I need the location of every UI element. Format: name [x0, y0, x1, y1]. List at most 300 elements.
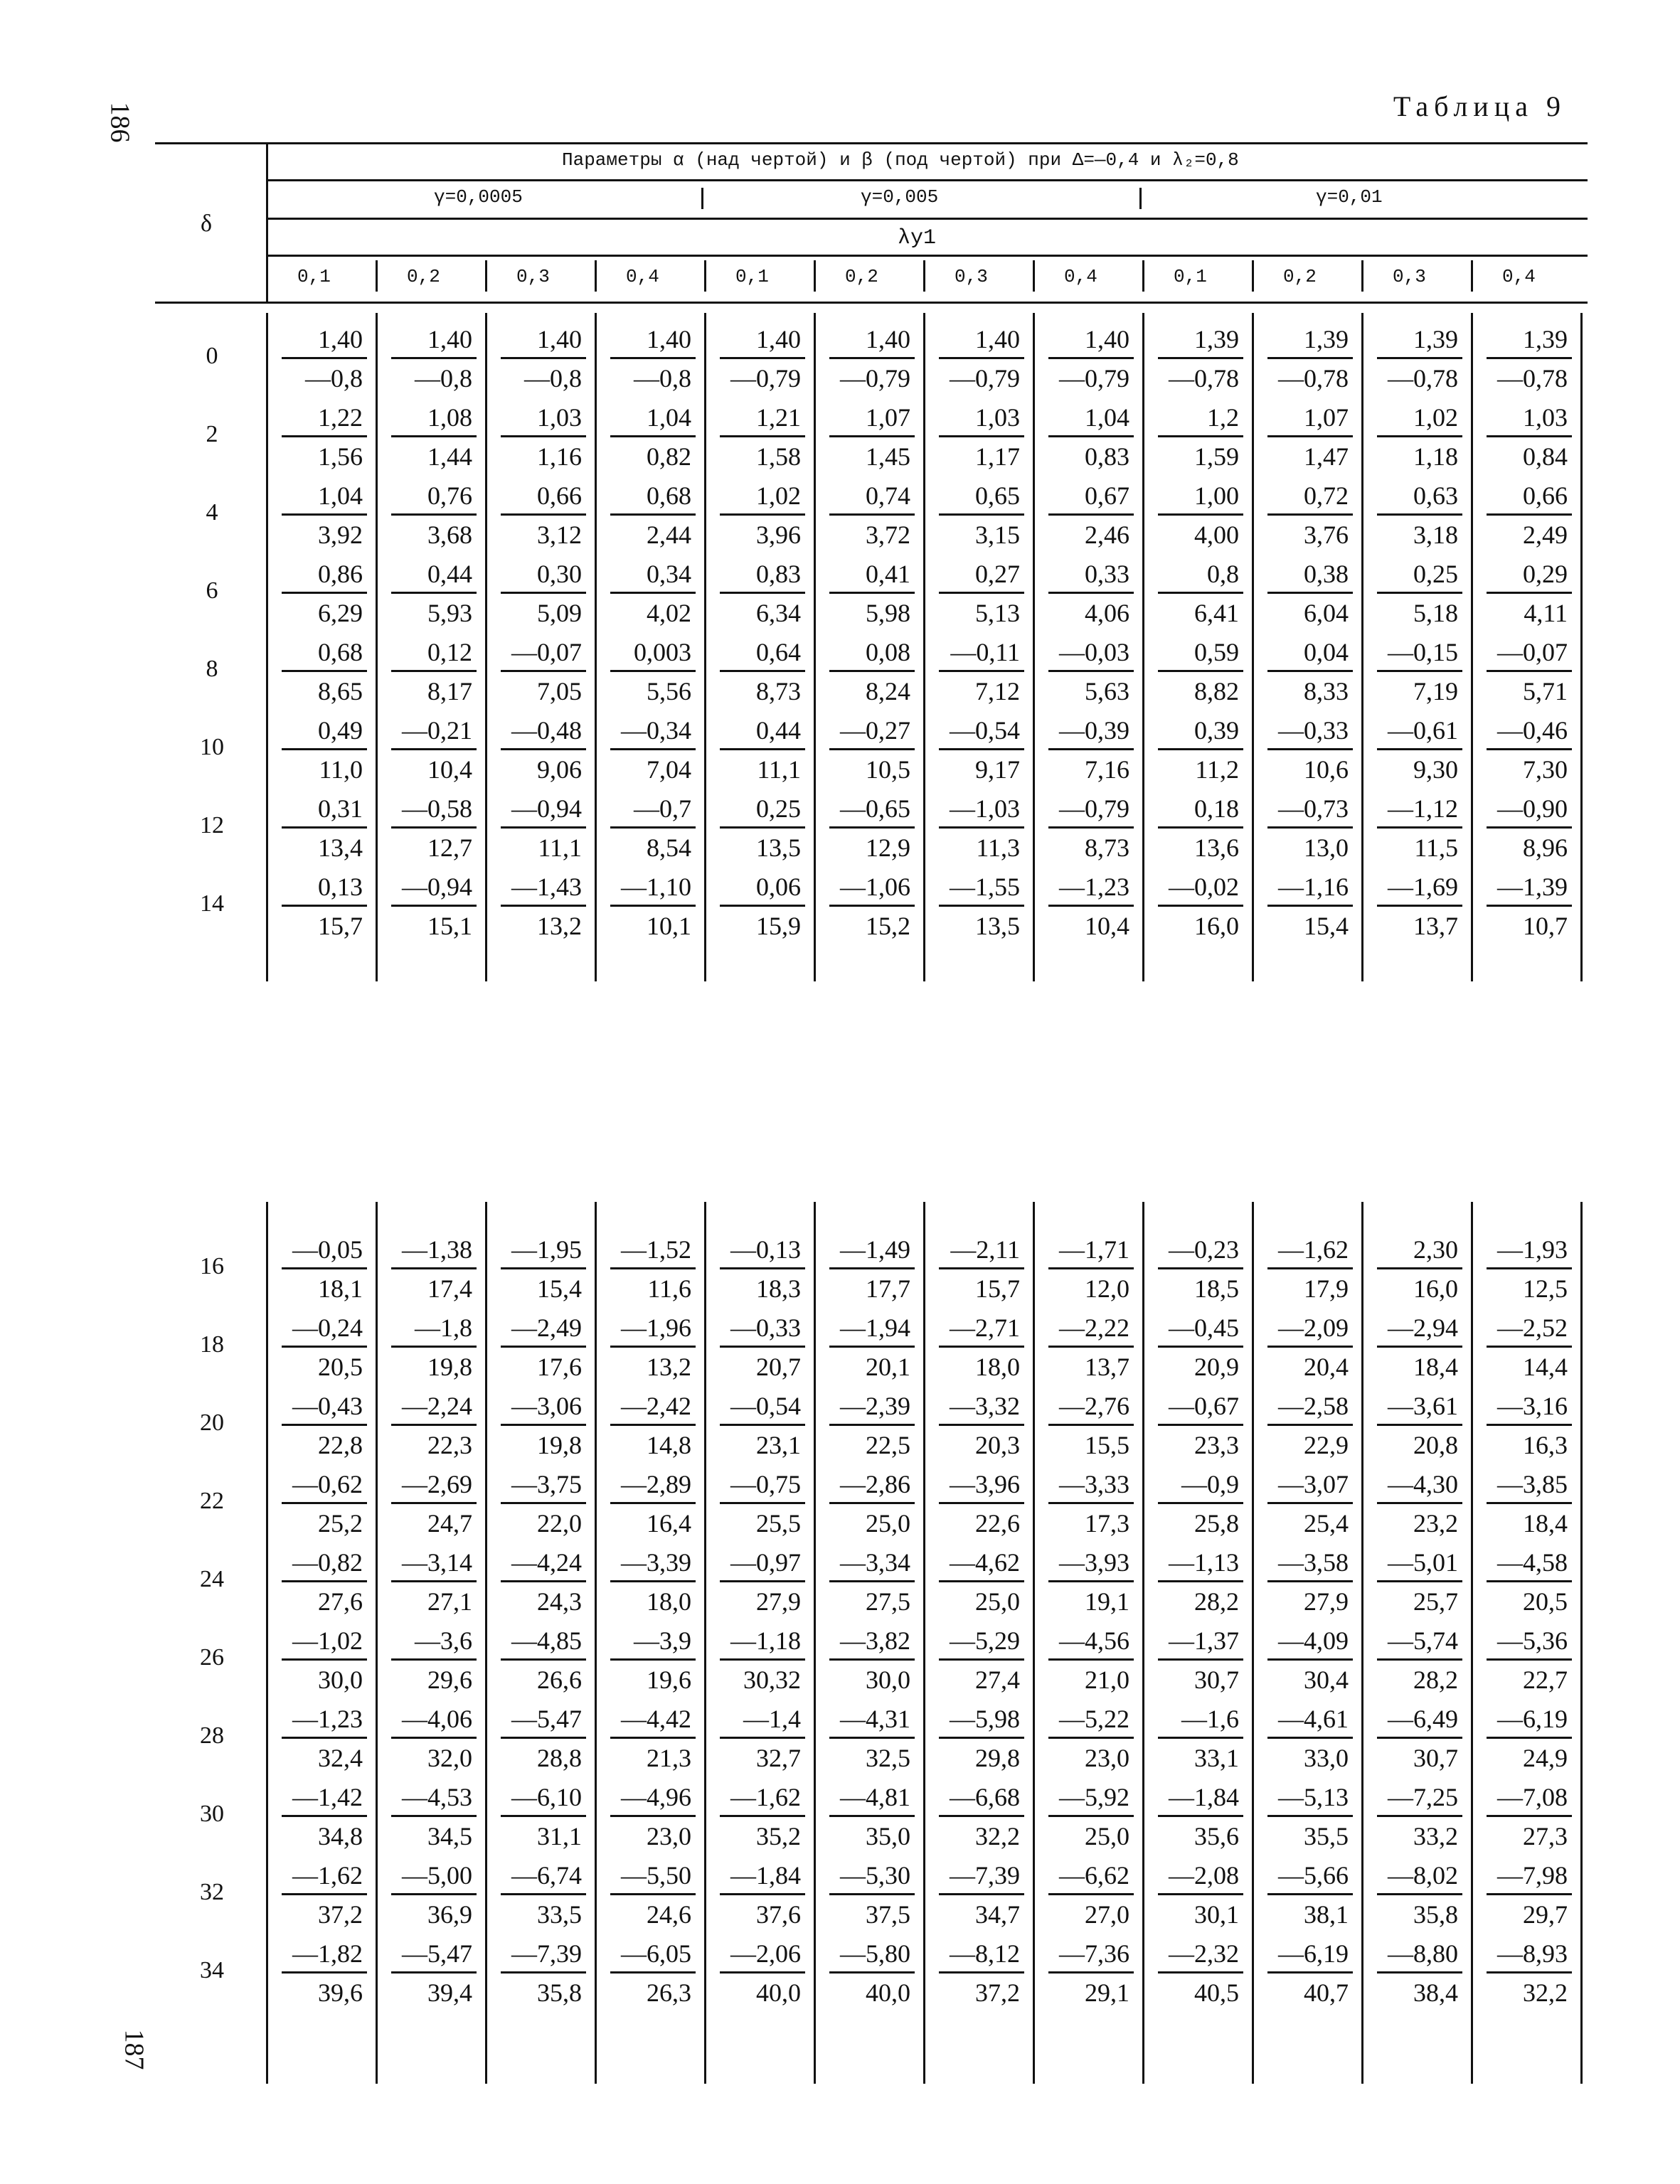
fraction-cell: [1377, 1545, 1462, 1618]
alpha-value: —0,33: [720, 1310, 805, 1348]
alpha-value: —1,95: [501, 1232, 586, 1269]
fraction-cell: [610, 713, 696, 786]
beta-value: 24,9: [1523, 1744, 1568, 1772]
lambda-value: 0,4: [1502, 266, 1536, 287]
alpha-value: —0,03: [1048, 634, 1134, 672]
beta-value: 35,0: [866, 1822, 910, 1850]
alpha-value: 2,30: [1377, 1232, 1462, 1269]
fraction-cell: [1377, 1936, 1462, 2009]
alpha-value: 1,22: [282, 400, 367, 437]
fraction-cell: [391, 634, 477, 708]
alpha-value: —4,81: [829, 1779, 915, 1817]
alpha-value: —7,39: [501, 1936, 586, 1973]
beta-value: 29,1: [1085, 1978, 1129, 2007]
beta-value: 15,5: [1085, 1431, 1129, 1459]
beta-value: 11,1: [538, 833, 582, 862]
alpha-value: 0,86: [282, 556, 367, 594]
alpha-value: —2,08: [1158, 1858, 1243, 1895]
alpha-value: —2,52: [1487, 1310, 1572, 1348]
fraction-cell: [391, 1623, 477, 1696]
beta-value: 6,04: [1304, 599, 1349, 627]
alpha-value: —7,98: [1487, 1858, 1572, 1895]
fraction-cell: [1267, 1858, 1353, 1931]
alpha-value: —1,62: [1267, 1232, 1353, 1269]
fraction-cell: [1377, 1858, 1462, 1931]
beta-value: 14,4: [1523, 1353, 1568, 1381]
fraction-cell: [610, 1936, 696, 2009]
fraction-cell: [1158, 1232, 1243, 1305]
alpha-value: —1,55: [939, 869, 1024, 907]
fraction-cell: [720, 321, 805, 395]
fraction-cell: [391, 478, 477, 551]
fraction-cell: [1158, 1310, 1243, 1383]
alpha-value: 1,03: [501, 400, 586, 437]
fraction-cell: [1267, 1310, 1353, 1383]
fraction-cell: [501, 1232, 586, 1305]
alpha-value: —2,76: [1048, 1388, 1134, 1426]
alpha-value: —4,62: [939, 1545, 1024, 1582]
alpha-value: 0,25: [1377, 556, 1462, 594]
params-caption: Параметры α (над чертой) и β (под чертой) при Δ=—0,4 и λ₂=0,8: [562, 149, 1239, 171]
column-rule: [266, 1202, 268, 2084]
beta-value: 22,8: [318, 1431, 363, 1459]
alpha-value: —2,39: [829, 1388, 915, 1426]
fraction-cell: [720, 634, 805, 708]
beta-value: —0,8: [415, 364, 472, 393]
alpha-value: —1,16: [1267, 869, 1353, 907]
beta-value: 27,9: [756, 1587, 801, 1616]
fraction-cell: [829, 869, 915, 942]
fraction-cell: [1048, 1466, 1134, 1540]
lambda-divider: [485, 260, 487, 292]
alpha-value: 1,04: [610, 400, 696, 437]
beta-value: 6,34: [756, 599, 801, 627]
alpha-value: —4,96: [610, 1779, 696, 1817]
fraction-cell: [1267, 478, 1353, 551]
fraction-cell: [1487, 1310, 1572, 1383]
fraction-cell: [1267, 869, 1353, 942]
beta-value: 27,3: [1523, 1822, 1568, 1850]
fraction-cell: [391, 713, 477, 786]
beta-value: 16,3: [1523, 1431, 1568, 1459]
alpha-value: —4,31: [829, 1701, 915, 1739]
alpha-value: —5,47: [391, 1936, 477, 1973]
fraction-cell: [1158, 1466, 1243, 1540]
alpha-value: —2,69: [391, 1466, 477, 1504]
page-number-top: 186: [105, 102, 135, 143]
column-rule: [376, 1202, 378, 2084]
beta-value: 24,7: [427, 1509, 472, 1538]
alpha-value: —1,13: [1158, 1545, 1243, 1582]
alpha-value: —2,58: [1267, 1388, 1353, 1426]
fraction-cell: [501, 1623, 586, 1696]
fraction-cell: [391, 1388, 477, 1461]
alpha-value: —0,05: [282, 1232, 367, 1269]
fraction-cell: [939, 1388, 1024, 1461]
beta-value: 25,4: [1304, 1509, 1349, 1538]
alpha-value: —1,37: [1158, 1623, 1243, 1661]
beta-value: 11,5: [1414, 833, 1458, 862]
column-rule: [595, 313, 597, 981]
fraction-cell: [1048, 1388, 1134, 1461]
column-rule: [923, 313, 925, 981]
fraction-cell: [1048, 1858, 1134, 1931]
fraction-cell: [1158, 556, 1243, 629]
fraction-cell: [829, 1858, 915, 1931]
fraction-cell: [829, 478, 915, 551]
beta-value: 33,5: [537, 1900, 582, 1929]
fraction-cell: [282, 634, 367, 708]
fraction-cell: [1487, 556, 1572, 629]
column-rule: [1580, 313, 1583, 981]
alpha-value: —1,94: [829, 1310, 915, 1348]
fraction-cell: [282, 791, 367, 864]
column-rule: [1471, 1202, 1473, 2084]
alpha-value: —6,49: [1377, 1701, 1462, 1739]
beta-value: 24,6: [647, 1900, 691, 1929]
beta-value: 13,5: [756, 833, 801, 862]
column-rule: [814, 313, 816, 981]
beta-value: 1,17: [975, 442, 1020, 471]
alpha-value: 0,8: [1158, 556, 1243, 594]
beta-value: 1,47: [1304, 442, 1349, 471]
alpha-value: 1,40: [282, 321, 367, 359]
fraction-cell: [939, 713, 1024, 786]
beta-value: 6,29: [318, 599, 363, 627]
fraction-cell: [1158, 713, 1243, 786]
beta-value: 17,9: [1304, 1274, 1349, 1303]
fraction-cell: [1377, 400, 1462, 473]
fraction-cell: [1048, 634, 1134, 708]
beta-value: 3,96: [756, 521, 801, 549]
beta-value: 13,6: [1194, 833, 1239, 862]
fraction-cell: [1158, 1545, 1243, 1618]
beta-value: 32,2: [1523, 1978, 1568, 2007]
beta-value: 8,65: [318, 677, 363, 705]
fraction-cell: [720, 1232, 805, 1305]
beta-value: 3,72: [866, 521, 910, 549]
fraction-cell: [391, 1232, 477, 1305]
alpha-value: —8,80: [1377, 1936, 1462, 1973]
fraction-cell: [829, 1310, 915, 1383]
beta-value: 3,15: [975, 521, 1020, 549]
beta-value: —0,8: [305, 364, 363, 393]
beta-value: 20,5: [1523, 1587, 1568, 1616]
fraction-cell: [720, 556, 805, 629]
beta-value: 37,2: [318, 1900, 363, 1929]
fraction-cell: [829, 791, 915, 864]
alpha-value: —0,94: [391, 869, 477, 907]
fraction-cell: [720, 1779, 805, 1853]
fraction-cell: [1267, 1623, 1353, 1696]
beta-value: 20,8: [1413, 1431, 1458, 1459]
beta-value: 27,4: [975, 1666, 1020, 1694]
beta-value: 36,9: [427, 1900, 472, 1929]
beta-value: 39,4: [427, 1978, 472, 2007]
fraction-cell: [829, 634, 915, 708]
fraction-cell: [1158, 791, 1243, 864]
alpha-value: —5,92: [1048, 1779, 1134, 1817]
delta-value: 0: [206, 343, 218, 369]
fraction-cell: [720, 1388, 805, 1461]
fraction-cell: [501, 1466, 586, 1540]
fraction-cell: [1048, 321, 1134, 395]
beta-value: 19,8: [427, 1353, 472, 1381]
beta-value: 40,0: [866, 1978, 910, 2007]
fraction-cell: [939, 400, 1024, 473]
beta-value: —0,79: [730, 364, 801, 393]
alpha-value: 0,68: [282, 634, 367, 672]
beta-value: 24,3: [537, 1587, 582, 1616]
alpha-value: 1,39: [1377, 321, 1462, 359]
beta-value: 18,0: [975, 1353, 1020, 1381]
delta-value: 8: [206, 656, 218, 682]
fraction-cell: [391, 400, 477, 473]
beta-value: 6,41: [1194, 599, 1239, 627]
fraction-cell: [610, 791, 696, 864]
beta-value: 18,0: [647, 1587, 691, 1616]
fraction-cell: [501, 400, 586, 473]
beta-value: 5,09: [537, 599, 582, 627]
beta-value: 1,45: [866, 442, 910, 471]
beta-value: 15,2: [866, 912, 910, 940]
alpha-value: —5,00: [391, 1858, 477, 1895]
column-rule: [1580, 1202, 1583, 2084]
beta-value: 18,4: [1523, 1509, 1568, 1538]
beta-value: 33,0: [1304, 1744, 1349, 1772]
beta-value: 20,9: [1194, 1353, 1239, 1381]
beta-value: 4,06: [1085, 599, 1129, 627]
beta-value: 2,49: [1523, 521, 1568, 549]
alpha-value: 0,74: [829, 478, 915, 516]
fraction-cell: [282, 1858, 367, 1931]
lambda-value: 0,2: [1283, 266, 1317, 287]
fraction-cell: [501, 1701, 586, 1774]
fraction-cell: [391, 1310, 477, 1383]
fraction-cell: [1267, 321, 1353, 395]
fraction-cell: [1487, 869, 1572, 942]
beta-value: 5,18: [1413, 599, 1458, 627]
fraction-cell: [1487, 1545, 1572, 1618]
fraction-cell: [1048, 478, 1134, 551]
alpha-value: 1,03: [1487, 400, 1572, 437]
alpha-value: —1,02: [282, 1623, 367, 1661]
fraction-cell: [1377, 791, 1462, 864]
fraction-cell: [1267, 1388, 1353, 1461]
alpha-value: —1,12: [1377, 791, 1462, 829]
fraction-cell: [1267, 400, 1353, 473]
fraction-cell: [1267, 1232, 1353, 1305]
fraction-cell: [720, 400, 805, 473]
fraction-cell: [610, 1388, 696, 1461]
alpha-value: —5,13: [1267, 1779, 1353, 1817]
lambda-divider: [1471, 260, 1473, 292]
beta-value: 23,3: [1194, 1431, 1239, 1459]
beta-value: 5,56: [647, 677, 691, 705]
alpha-value: —5,29: [939, 1623, 1024, 1661]
fraction-cell: [1267, 1701, 1353, 1774]
lambda-divider: [595, 260, 597, 292]
alpha-value: —0,65: [829, 791, 915, 829]
delta-value: 26: [200, 1644, 224, 1671]
beta-value: 8,96: [1523, 833, 1568, 862]
alpha-value: 0,76: [391, 478, 477, 516]
alpha-value: 1,03: [939, 400, 1024, 437]
table-title: Таблица 9: [1393, 90, 1566, 122]
fraction-cell: [501, 791, 586, 864]
alpha-value: 1,02: [720, 478, 805, 516]
alpha-value: —1,69: [1377, 869, 1462, 907]
fraction-cell: [391, 1779, 477, 1853]
beta-value: 13,7: [1413, 912, 1458, 940]
alpha-value: —2,06: [720, 1936, 805, 1973]
beta-value: 8,73: [1085, 833, 1129, 862]
alpha-value: —7,36: [1048, 1936, 1134, 1973]
fraction-cell: [1267, 634, 1353, 708]
alpha-value: —5,50: [610, 1858, 696, 1895]
fraction-cell: [1267, 1936, 1353, 2009]
beta-value: 13,5: [975, 912, 1020, 940]
alpha-value: 0,66: [501, 478, 586, 516]
beta-value: 31,1: [537, 1822, 582, 1850]
alpha-value: —0,9: [1158, 1466, 1243, 1504]
column-rule: [1142, 1202, 1144, 2084]
fraction-cell: [939, 478, 1024, 551]
fraction-cell: [720, 1936, 805, 2009]
fraction-cell: [720, 1310, 805, 1383]
alpha-value: —4,56: [1048, 1623, 1134, 1661]
alpha-value: —2,09: [1267, 1310, 1353, 1348]
fraction-cell: [391, 1545, 477, 1618]
beta-value: 20,1: [866, 1353, 910, 1381]
alpha-value: —1,71: [1048, 1232, 1134, 1269]
lambda-divider: [376, 260, 378, 292]
alpha-value: —6,68: [939, 1779, 1024, 1817]
beta-value: 18,5: [1194, 1274, 1239, 1303]
fraction-cell: [1158, 869, 1243, 942]
fraction-cell: [829, 1623, 915, 1696]
alpha-value: —0,23: [1158, 1232, 1243, 1269]
beta-value: —0,8: [524, 364, 582, 393]
alpha-value: 1,39: [1158, 321, 1243, 359]
beta-value: 15,4: [537, 1274, 582, 1303]
beta-value: 22,0: [537, 1509, 582, 1538]
fraction-cell: [1158, 321, 1243, 395]
alpha-value: 0,34: [610, 556, 696, 594]
alpha-value: 1,07: [1267, 400, 1353, 437]
beta-value: 5,98: [866, 599, 910, 627]
alpha-value: 1,40: [1048, 321, 1134, 359]
alpha-value: 0,72: [1267, 478, 1353, 516]
fraction-cell: [1158, 1701, 1243, 1774]
alpha-value: —3,32: [939, 1388, 1024, 1426]
beta-value: 17,6: [537, 1353, 582, 1381]
fraction-cell: [501, 713, 586, 786]
header-rule: [266, 218, 1588, 220]
fraction-cell: [1487, 1936, 1572, 2009]
beta-value: 7,05: [537, 677, 582, 705]
alpha-value: —2,42: [610, 1388, 696, 1426]
beta-value: 29,7: [1523, 1900, 1568, 1929]
fraction-cell: [1377, 634, 1462, 708]
beta-value: 20,7: [756, 1353, 801, 1381]
fraction-cell: [939, 321, 1024, 395]
beta-value: 0,83: [1085, 442, 1129, 471]
delta-value: 6: [206, 577, 218, 604]
alpha-value: 0,12: [391, 634, 477, 672]
header-rule: [266, 179, 1588, 181]
lambda-value: 0,4: [626, 266, 659, 287]
column-rule: [485, 313, 487, 981]
delta-value: 16: [200, 1253, 224, 1279]
fraction-cell: [829, 321, 915, 395]
fraction-cell: [610, 1701, 696, 1774]
beta-value: 7,19: [1413, 677, 1458, 705]
beta-value: 5,93: [427, 599, 472, 627]
column-rule: [266, 313, 268, 981]
alpha-value: —0,39: [1048, 713, 1134, 750]
beta-value: —0,79: [950, 364, 1020, 393]
alpha-value: —1,42: [282, 1779, 367, 1817]
fraction-cell: [1377, 556, 1462, 629]
lambda-divider: [923, 260, 925, 292]
fraction-cell: [720, 1701, 805, 1774]
column-rule: [1361, 1202, 1363, 2084]
beta-value: 17,3: [1085, 1509, 1129, 1538]
alpha-value: —3,75: [501, 1466, 586, 1504]
beta-value: 30,7: [1194, 1666, 1239, 1694]
fraction-cell: [1487, 791, 1572, 864]
alpha-value: 0,49: [282, 713, 367, 750]
fraction-cell: [501, 1310, 586, 1383]
alpha-value: 1,02: [1377, 400, 1462, 437]
fraction-cell: [939, 1310, 1024, 1383]
beta-value: 16,4: [647, 1509, 691, 1538]
beta-value: 2,46: [1085, 521, 1129, 549]
header-rule: [266, 255, 1588, 257]
alpha-value: 0,66: [1487, 478, 1572, 516]
alpha-value: 0,27: [939, 556, 1024, 594]
alpha-value: 0,29: [1487, 556, 1572, 594]
gamma-header: γ=0,005: [861, 186, 939, 208]
fraction-cell: [1487, 1779, 1572, 1853]
alpha-value: —3,34: [829, 1545, 915, 1582]
delta-value: 4: [206, 499, 218, 526]
beta-value: —0,79: [840, 364, 910, 393]
beta-value: 7,16: [1085, 755, 1129, 784]
beta-value: 16,0: [1194, 912, 1239, 940]
alpha-value: —2,22: [1048, 1310, 1134, 1348]
beta-value: 32,4: [318, 1744, 363, 1772]
lambda-divider: [1142, 260, 1144, 292]
beta-value: 30,4: [1304, 1666, 1349, 1694]
delta-value: 32: [200, 1879, 224, 1905]
beta-value: 27,9: [1304, 1587, 1349, 1616]
alpha-value: —7,08: [1487, 1779, 1572, 1817]
alpha-value: —5,01: [1377, 1545, 1462, 1582]
beta-value: —0,79: [1059, 364, 1129, 393]
alpha-value: —0,94: [501, 791, 586, 829]
fraction-cell: [1158, 400, 1243, 473]
fraction-cell: [1377, 1388, 1462, 1461]
alpha-value: —3,33: [1048, 1466, 1134, 1504]
fraction-cell: [1267, 1779, 1353, 1853]
fraction-cell: [1048, 1936, 1134, 2009]
alpha-value: —4,53: [391, 1779, 477, 1817]
beta-value: 25,8: [1194, 1509, 1239, 1538]
alpha-value: —0,75: [720, 1466, 805, 1504]
beta-value: 9,06: [537, 755, 582, 784]
